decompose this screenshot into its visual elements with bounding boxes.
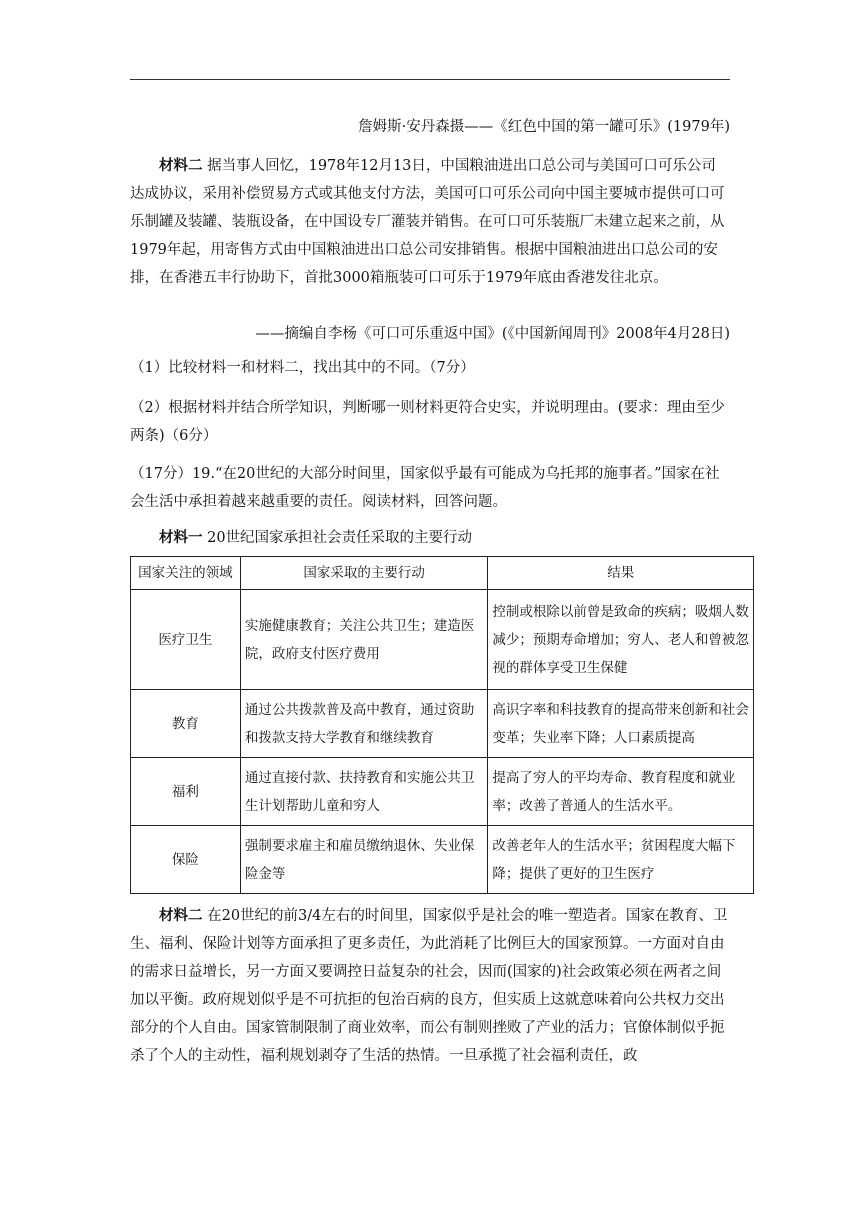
material-two-paragraph (130, 152, 730, 292)
result-cell: 改善老年人的生活水平；贫困程度大幅下降；提供了更好的卫生医疗 (488, 826, 754, 894)
table-row (131, 826, 754, 894)
action-cell: 实施健康教育；关注公共卫生；建造医院，政府支付医疗费用 (240, 590, 488, 690)
question-2: （2）根据材料并结合所学知识，判断哪一则材料更符合史实，并说明理由。(要求：理由至少两条)（6分） (130, 400, 725, 444)
material-one-label: 材料一 (159, 529, 203, 546)
table-row (131, 690, 754, 758)
table-header-cell: 结果 (488, 557, 754, 590)
material-two-label: 材料二 (159, 157, 203, 174)
table-header-row (131, 557, 754, 590)
action-cell: 通过公共拨款普及高中教育，通过资助和拨款支持大学教育和继续教育 (240, 690, 488, 758)
area-cell: 教育 (131, 690, 241, 758)
material-two-b-text: 在20世纪的前3/4左右的时间里，国家似乎是社会的唯一塑造者。国家在教育、卫生、福利、保险计划等方面承担了更多责任，为此消耗了比例巨大的国家预算。一方面对自由的需求日益增长，另一方面又要调控日益复杂的社会，因而(国家的)社会政策必须在两者之间加以平衡。政府规划似乎是不可抗拒的包治百病的良方，但实质上这就意味着向公共权力交出部分的个人自由。国家管制限制了商业效率，而公有制则挫败了产业的活力；官僚体制似乎扼杀了个人的主动性，福利规划剥夺了生活的热情。一旦承揽了社会福利责任，政 (130, 908, 728, 1064)
table-header-cell: 国家采取的主要行动 (240, 557, 488, 590)
question-1: （1）比较材料一和材料二，找出其中的不同。（7分） (130, 360, 475, 376)
result-cell: 控制或根除以前曾是致命的疾病；吸烟人数减少；预期寿命增加；穷人、老人和曾被忽视的群体享受卫生保健 (488, 590, 754, 690)
material-one-heading (159, 524, 719, 552)
material-two-source: ——摘编自李杨《可口可乐重返中国》(《中国新闻周刊》2008年4月28日) (255, 326, 730, 342)
responsibility-table (130, 556, 754, 894)
action-cell: 强制要求雇主和雇员缴纳退休、失业保险金等 (240, 826, 488, 894)
table-header-cell: 国家关注的领域 (131, 557, 241, 590)
area-cell: 福利 (131, 758, 241, 826)
material-two-b-paragraph (130, 902, 730, 1070)
result-cell: 提高了穷人的平均寿命、教育程度和就业率；改善了普通人的生活水平。 (488, 758, 754, 826)
material-one-title: 20世纪国家承担社会责任采取的主要行动 (207, 530, 473, 546)
area-cell: 保险 (131, 826, 241, 894)
action-cell: 通过直接付款、扶持教育和实施公共卫生计划帮助儿童和穷人 (240, 758, 488, 826)
header-rule (130, 79, 730, 80)
area-cell: 医疗卫生 (131, 590, 241, 690)
material-two-b-label: 材料二 (159, 907, 203, 924)
result-cell: 高识字率和科技教育的提高带来创新和社会变革；失业率下降；人口素质提高 (488, 690, 754, 758)
table-row (131, 758, 754, 826)
question-19-intro: （17分）19.“在20世纪的大部分时间里，国家似乎最有可能成为乌托邦的施事者。”国家在社会生活中承担着越来越重要的责任。阅读材料，回答问题。 (130, 466, 720, 510)
image-caption: 詹姆斯·安丹森摄——《红色中国的第一罐可乐》(1979年) (358, 119, 730, 135)
table-row (131, 590, 754, 690)
material-two-text: 据当事人回忆，1978年12月13日，中国粮油进出口总公司与美国可口可乐公司达成协议，采用补偿贸易方式或其他支付方法，美国可口可乐公司向中国主要城市提供可口可乐制罐及装罐、装瓶设备，在中国设专厂灌装并销售。在可口可乐装瓶厂未建立起来之前，从1979年起，用寄售方式由中国粮油进出口总公司安排销售。根据中国粮油进出口总公司的安排，在香港五丰行协助下，首批3000箱瓶装可口可乐于1979年底由香港发往北京。 (130, 158, 725, 286)
